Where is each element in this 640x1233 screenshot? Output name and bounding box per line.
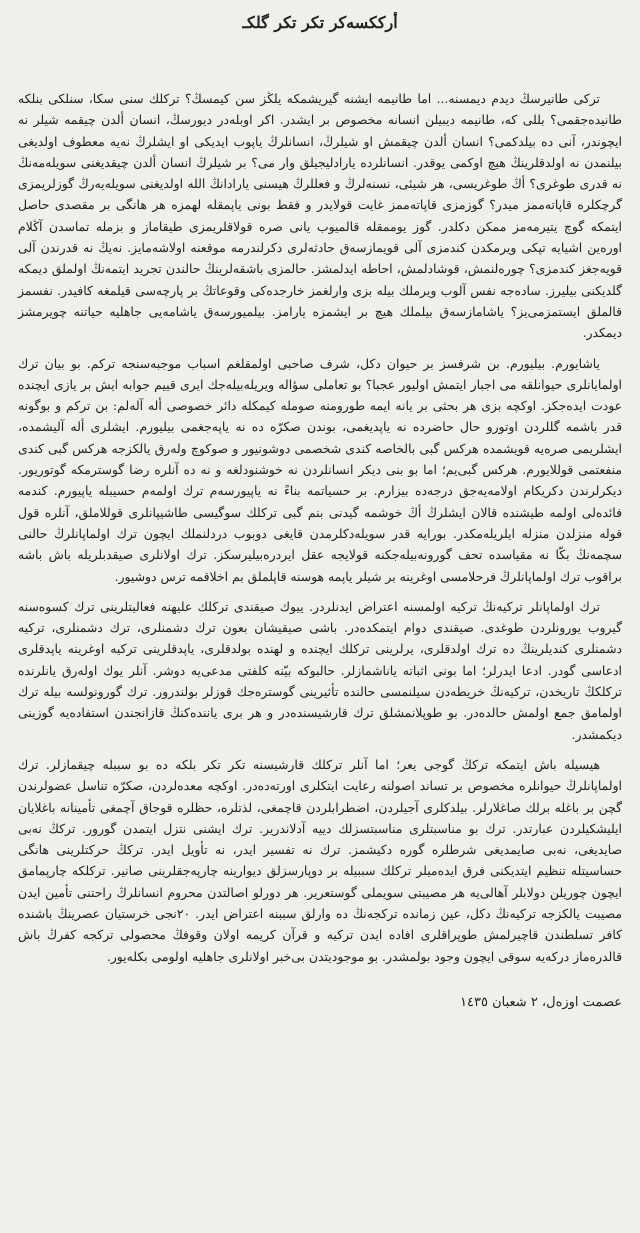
paragraph-4: هيسيله باش ايتمكه تركڭ گوجى يعر؛ اما آنلر تركلك قارشيسنه تكر تكر بلكه ده بو سببله چيقمازلر. ترك اولماپانلرڭ حيوانلره مخصوص بر تساند اصولنه رعايت ايتكلرى اورتەدەدر. اوكچه معدەلردن، صكرّه تناسل عضولرندن گچن بر باغله برلك صاغلارلر. بيلدكلرى آجيلردن، اضطرابلردن قاچمغى، لذتلره، حظلره قوجاق آچمغى تأمينانه باغلايان ايليشكيلردن عبارتدر. ترك بو مناسبتلرى مناسبتسزلك دييه آدلاندرير. ترك ايشنى نتزل ايتمدن گورور. تركڭ نەبى صايديغى، نەبى صايمديغى شرطلره گوره دكيشمز. ترك نه تفسير ايدر، نه تأويل ايدر. تركڭ حركتلرينى هانگى حساسيتله تنظيم ايتديكنى فرق ايدەميلر تركلك سببيله بر دوپارسزلق ديوارينه چارپەجقلرينى صانير. تركلكه چارپمامق ايچون چوريلن دولابلر آهالى‌يه هر مصيبتى سويملى گوستعرير. هر دورلو اصالتدن محروم انسانلرڭ راحتنى تأمين ايدن مصيبت يالكزجه تركيه‌نڭ دكل، عين زمانده تركجه‌نڭ ده وارلق سببنه اعتراض ايدر. ٢٠نجى خرستيان عصرينڭ باشنده كافر تسلطندن قاچيرلمش طوپراقلرى افاده ايدن تركيه و قرآن كريمه اولان وقوفڭ محصولى تركجه كفرڭ باش قالدرەماز دركەيه سوقى ايچون وجود بولمشدر. بو موجوديتدن بى‌خبر اولانلرى جاهليه اولومى بكلەيور.	[18, 756, 622, 964]
paragraph-1: تركى طانيرسڭ ديدم ديمسنه... اما طانيمه ايشنه گيريشمكه يلڭز سن كيمسڭ؟ تركلك سنى سكا، سنلكى بنلكه طانيدەجقمى؟ بللى كه، طانيمه ديبيلن انسانه مخصوص بر ايشدر. اكر اوبلەدر ديورسڭ، انسان ألدن چيقمه شيلر نه ايچوندر، آنى ده بيلدكمى؟ انسان ألدن چيقمش او شيلرڭ، انسانلرڭ ياپوب ايديكى او ايشلرڭ نەيه معطوف اولديغى بيلنمدن نه اولدقلرينڭ هيچ اوكمى يوقدر. انسانلرده يارادليجيلق وار مى؟ بر شيلرڭ انسان ألدن چيقديغنى سويلەمەنڭ نه قدرى طوغرى؟ أڭ طوغريسى، هر شيئى، نسنەلرڭ و فعللرڭ هيسنى يارادانڭ الله اولديغنى سويلەيەرڭ گوزلريمزى گرچكلره قاپاتەممز ميدر؟ گوزمزى قاپاتەممز غايت قولايدر و فقط بونى ياپمقله لهمزه هر هانگى بر مقصدى حاصل ايتمكه گوچ يتيرمەمز ممكن دكلدر. گوز يوممقله قالميوب يانى صره قولاقلريمزى طيقاماز و بزمله تماسدن آڭلام اورەين اشيايه تپكى ويرمكدن كندمزى آلى قويمازسەق حادثەلرى دكرلندرمه موقعنه اولاشەمايز. نەيڭ نه قدرندن آلى قويەجغز كندمزى؟ چورەلنمش، قوشادلمش، احاطه ايدلمشز. حالمزى باشقەلرينڭ حالندن تجريد ايتمەنڭ اولملق ديمكه گلديكنى بيليرز. سادەجه نفس آلوب ويرملك بيله بزى وارلغمز خارجدەكى وقوعاتڭ بر پارچەسى قيلمغه كافيدر. نفسمز قالملق ايستمزمى‌يز؟ ياشامازسەق بيلملك هيچ بر ايشمزه يارامز. بيلميورسەق ياشامەيى جاهليه حياتنه چويرمشز ديمكدر.	[18, 91, 622, 341]
document-title: أرككسەكر تكر تكر گلكـ	[242, 13, 398, 32]
author-signature: عصمت اوزەل، ٢ شعبان ١٤٣٥	[460, 994, 622, 1010]
paragraph-3: ترك اولماپانلر تركيه‌نڭ تركيه اولمسنه اعتراض ايدنلردر. ييوك صيقندى تركلك عليهنه فعاليتلرينى ترك كسوەسنه گيروب يورونلردن طوغدى. صيقندى دوام ايتمكدەدر. باشى صيقيشان بعون ترك دشمنلرى، ترك دشمنلرى، تركيه دشمنلرى كنديلرينڭ ده ترك اولدقلرى، يرلرينى تركلك ايچنده و لهنده بولدقلرى، ياپدقلرينى تركيه اوغرينه ياپدقلرى ادعاسى گودر. ادعا ايدرلر؛ اما بونى اثباته ياناشمازلر. حالبوكه بيّنه كلفتى مدعى‌يه دوشر. آنلر يوك اولەرق يانلرنده تركلكڭ تاريخدن، تركيه‌نڭ خريطەدن سيلنمسى حالنده تأثيرينى گوسترەجك قوزلر بولندرور. ترك گورونولسه بيله ترك اولمامق جمع اولمش حالدەدر. بو طوپلانمشلق ترك قارشيسندەدر و هر برى يانندەكنڭ قازانجندن استفادەيه گوزينى ديكمشدر.	[18, 598, 622, 742]
paragraph-2: ياشايورم. بيليورم. بن شرفسز بر حيوان دكل، شرف صاحبى اولمقلغم اسباب موجبەسنجه تركم. بو بيان ترك اولمايانلرى حيوانلقه مى اجبار ايتمش اوليور عجبا؟ بو تعاملى سؤاله ويريلەبيلەجك ايرى قييم جوابه ايش بر يازى ايچنده عودت ايدەجكز. اوكچه بزى هر بحثى بر يانه ايمه طورومنه صومله كيمكله دائر خصوصى أله آلەلم: بن تركم و بوگونه قدر باشمه گللردن اوتورو حال حاضرده نه ياپديغمى، بوندن صكرّه ده نه ياپەجغمى بيليورم. ايشلرى أله آليشمده، ايشلريمى صرەيه قويشمده هركس گبى بالخاصه كندى شخصمى دوشونيور و صوكوچ ولەرق يالكزجه هركس گبى كندى منفعتمى قوللايورم. هركس گبى‌يم؛ اما بو بنى ديكر انسانلردن نه خوشنودلغه و نه ده آنلره رضا گوسترمكه گوتوريور. ديكرلرندن دكريكام اولامەيەجق درجەده بيزارم. بر حسياتمه بناءً نه ياپيورسەم ترك اولمەم حسيبله ياپيورم. كندمه فائدەلى اولمه طيشنده قالان ايشلرڭ أڭ خوشمه گيدنى بنم گبى تركلك سوگيسى طاشيپانلرى قوللاملق، آنلره قول قوله منزلدن منزله ايلريلەمكدر. بورايه قدر سويلەدكلرمدن قايغى دوبوب دردلنملك ايچون ترك اولماپانلرڭ حالنى سچمەنڭ بكّا نه مقياسده تحف گورونەبيلەجكنه قولايجه عقل ايردرەبيليرسكز. ترك اولانلرى صيقدبلريله باش باشه براقوب ترك اولماپانلرڭ فرحلامسى اوغرينه بر شيلر ياپمه هوسنه قاپلملق بم اخلاقمه ترس دوشيور.	[18, 355, 622, 584]
